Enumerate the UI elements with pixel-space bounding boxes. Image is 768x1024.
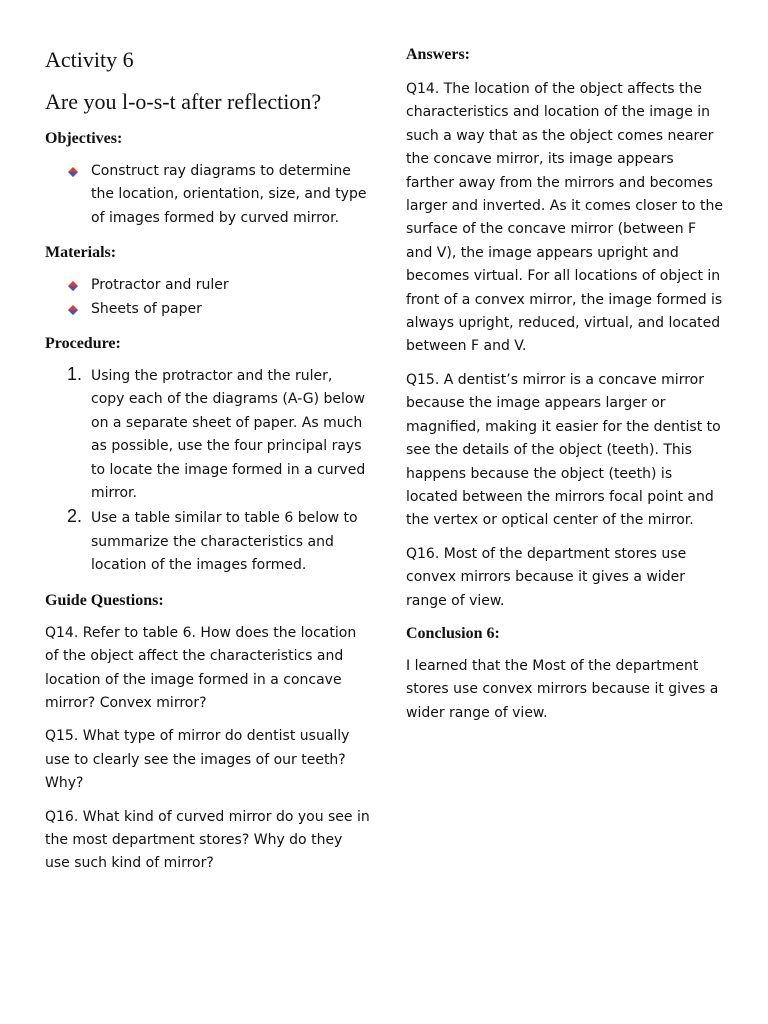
step-text: Using the protractor and the ruler, copy each of the diagrams (A-G) below on a separate sheet of paper. As much as possible, use the four principal rays to locate the image formed in a curved mirror. (91, 368, 366, 502)
material-text: Protractor and ruler (91, 277, 229, 294)
procedure-list (45, 365, 370, 578)
guide-question: Q15. What type of mirror do dentist usually use to clearly see the images of our teeth? Why? (45, 728, 350, 792)
arrow-bullet-icon (67, 280, 79, 292)
list-item (67, 507, 370, 577)
objectives-heading: Objectives: (45, 130, 123, 147)
guide-questions-heading: Guide Questions: (45, 591, 164, 609)
objectives-list (45, 160, 370, 230)
procedure-heading: Procedure: (45, 335, 121, 353)
conclusion-heading: Conclusion 6: (406, 624, 500, 642)
guide-question: Q14. Refer to table 6. How does the location of the object affect the characteristics and location of the image formed in a concave mirror? Convex mirror? (45, 624, 357, 711)
list-item (67, 160, 370, 230)
answer-text: Q16. Most of the department stores use convex mirrors because it gives a wider range of view. (406, 545, 687, 609)
step-text: Use a table similar to table 6 below to summarize the characteristics and location of the images formed. (91, 510, 358, 574)
arrow-bullet-icon (67, 304, 79, 316)
guide-question: Q16. What kind of curved mirror do you see in the most department stores? Why do they use such kind of mirror? (45, 808, 370, 872)
activity-subtitle: Are you l-o-s-t after reflection? (45, 89, 322, 114)
answer-text: Q15. A dentist’s mirror is a concave mirror because the image appears larger or magnified, making it easier for the dentist to see the details of the object (teeth). This happens because the object (teeth) is located between the mirrors focal point and the vertex or optical center of the mirror. (406, 371, 721, 529)
left-column (45, 44, 370, 886)
material-text: Sheets of paper (91, 300, 202, 317)
conclusion-text: I learned that the Most of the department stores use convex mirrors because it gives a wider range of view. (406, 657, 719, 721)
arrow-bullet-icon (67, 166, 79, 178)
list-item (67, 298, 370, 321)
materials-heading: Materials: (45, 244, 117, 262)
materials-list (45, 274, 370, 321)
objective-text: Construct ray diagrams to determine the location, orientation, size, and type of images formed by curved mirror. (91, 163, 367, 226)
step-number: 1. (67, 364, 83, 385)
step-number: 2. (67, 506, 83, 527)
right-column (406, 44, 726, 735)
activity-title: Activity 6 (45, 47, 134, 72)
list-item (67, 365, 370, 505)
answers-heading: Answers: (406, 46, 470, 63)
list-item (67, 274, 370, 297)
answer-text: Q14. The location of the object affects the characteristics and location of the image in such a way that as the object comes nearer the concave mirror, its image appears farther away from the mirrors and becomes larger and inverted. As it comes closer to the surface of the concave mirror (between F and V), the image appears upright and becomes virtual. For all locations of object in front of a convex mirror, the image formed is always upright, reduced, virtual, and located between F and V. (406, 81, 723, 355)
